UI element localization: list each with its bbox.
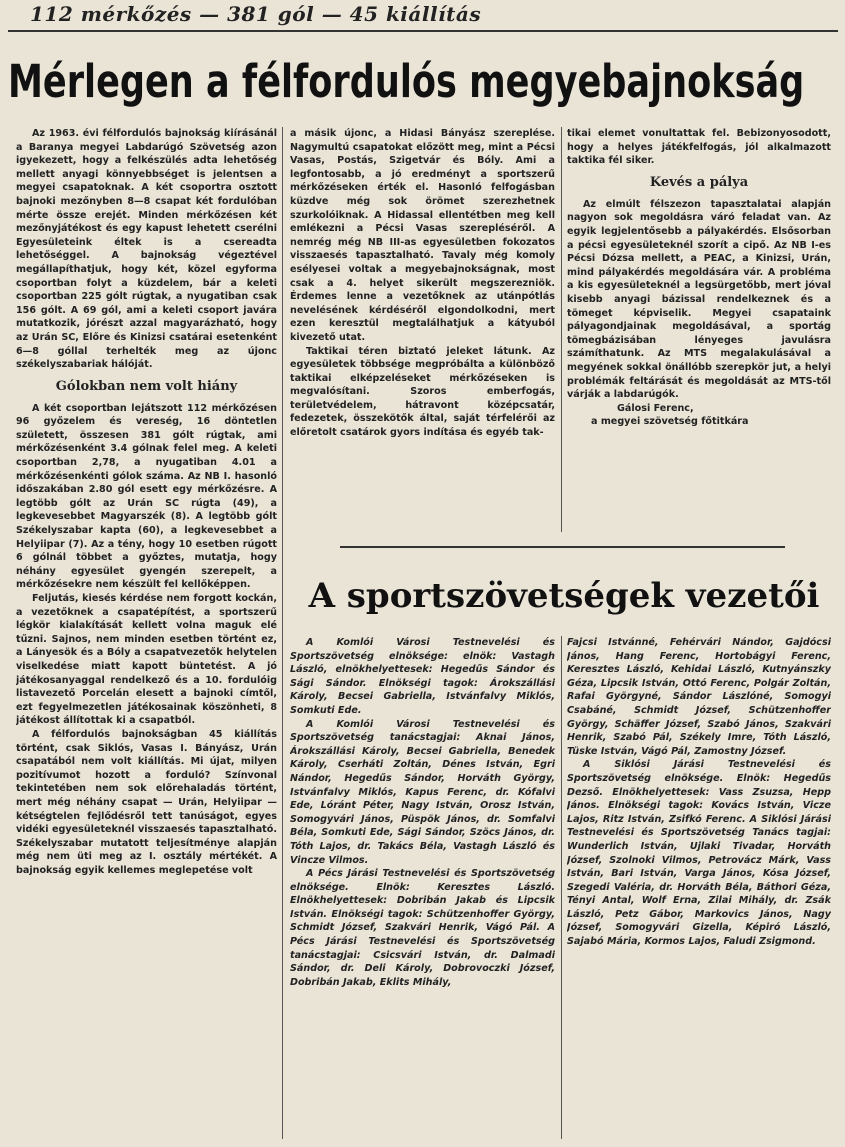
column-1-paragraph: A két csoportban lejátszott 112 mérkőzésen 96 győzelem és vereség, 16 döntetlen született, összesen 381 gólt rúgtak, ami mérkőzésenként 3.4 gólnak felel meg. A keleti csoportban 2,78, a nyugatiban 4.01 a mérkőzésenkénti gólok száma. Az NB I. hasonló időszakában 2.80 gól esett egy mérkőzésre. A legtöbb gólt az Urán SC rúgta (49), a legkevesebbet Magyarszék (8). A legtöbb gólt Székelyszabar kapta (60), a legkevesebbet a Helyiipar (7). Az a tény, hogy 10 esetben rúgott 6 gólnál többet a győztes, mutatja, hogy néhány egyesület gyengén szerepelt, a mérkőzésekre nem készült fel kellőképpen. (16, 402, 277, 591)
column-3-paragraph: tikai elemet vonultattak fel. Bebizonyosodott, hogy a helyes játékfelfogás, jól alkalmazott taktika fél siker. (567, 128, 831, 167)
article-column-3 (567, 127, 831, 532)
kicker-line: 112 mérkőzés — 381 gól — 45 kiállítás (30, 2, 482, 26)
column-divider (282, 127, 283, 1139)
column-4-paragraph: A Komlói Városi Testnevelési és Sportszövetség tanácstagjai: Aknai János, Árokszállási Károly, Becsei Gabriella, Benedek Károly, Cserháti Zoltán, Dénes István, Egri Nándor, Hegedűs Sándor, Horváth György, Istvánfalvy Miklós, Kapus Ferenc, dr. Kófalvi Ede, Lóránt Péter, Nagy István, Orosz István, Somogyvári János, Püspök János, dr. Somfalvi Béla, Somkuti Ede, Sági Sándor, Szöcs János, dr. Tóth Lajos, dr. Takács Béla, Vastagh László és Vincze Vilmos. (290, 718, 555, 866)
section-2-headline: A sportszövetségek vezetői (308, 576, 820, 616)
column-1-paragraph: Feljutás, kiesés kérdése nem forgott kockán, a vezetőknek a csapatépítést, a sportszerű légkör kialakítását kellett volna maguk elé tűzni. Sajnos, nem minden esetben történt ez, a Lányesök és a Bóly a csapatvezetők helytelen viselkedése miatt kapott büntetést. A jó játékosanyaggal rendelkező és a 10. fordulóig listavezető Porcelán elesett a bajnoki címtől, ezt fegyelmezetlen játékosainak köszönheti, 8 játékost állítottak ki a csapatból. (16, 593, 277, 727)
section-rule (340, 546, 785, 548)
column-divider (561, 127, 562, 532)
column-4-paragraph: A Pécs Járási Testnevelési és Sportszövetség elnöksége. Elnök: Keresztes László. Elnökhelyettesek: Dobribán Jakab és Lipcsik István. Elnökségi tagok: Schützenhoffer György, Schmidt József, Szakvári Henrik, Vágó Pál. A Pécs Járási Testnevelési és Sportszövetség tanácstagjai: Csicsvári István, dr. Dalmadi Sándor, dr. Deli Károly, Dobrovoczki József, Dobribán Jakab, Eklits Mihály, (290, 868, 555, 988)
main-headline: Mérlegen a félfordulós megyebajnokság (8, 55, 805, 108)
column-1-paragraph: A félfordulós bajnokságban 45 kiállítás történt, csak Siklós, Vasas I. Bányász, Urán csapatából nem volt kiállítás. Mi újat, milyen pozitívumot hozott a forduló? Színvonal tekintetében nem sok előrehaladás történt, mert még néhány csapat — Urán, Helyiipar — kétségtelen fejlődésről tett tanúságot, egyes vidéki egyesületeknél visszaesés tapasztalható. Székelyszabar mutatott teljesítménye alapján még nem üti meg az I. osztály mértékét. A bajnokság egyik kellemes meglepetése volt (16, 728, 277, 876)
column-5-paragraph: A Siklósi Járási Testnevelési és Sportszövetség elnöksége. Elnök: Hegedűs Dezső. Elnökhelyettesek: Vass Zsuzsa, Hepp János. Elnökségi tagok: Kovács István, Vicze Lajos, Ritz István, Zsifkó Ferenc. A Siklósi Járási Testnevelési és Sportszövetség Tanács tagjai: Wunderlich István, Ujlaki Tivadar, Horváth József, Szolnoki Vilmos, Petrovácz Márk, Vass István, Bari István, Varga János, Kósa József, Szegedi Valéria, dr. Horváth Béla, Báthori Géza, Tényi Antal, Wolf Erna, Zilai Mihály, dr. Zsák László, Petz Gábor, Markovics János, Nagy József, Somogyvári Gizella, Képiró László, Sajabó Mária, Kormos Lajos, Faludi Zsigmond. (567, 759, 831, 948)
column-5-paragraph: Fajcsi Istvánné, Fehérvári Nándor, Gajdócsi János, Hang Ferenc, Hortobágyi Ferenc, Keresztes László, Kehidai László, Kutnyánszky Géza, Lipcsik István, Ottó Ferenc, Polgár Zoltán, Rafai Györgyné, Sándor Lászlóné, Somogyi Csabáné, Schmidt József, Schützenhoffer György, Schäffer József, Szabó János, Szakvári Henrik, Szabó Pál, Székely Imre, Tóth László, Tüske István, Vágó Pál, Zamostny József. (567, 637, 831, 757)
column-divider (561, 636, 562, 1139)
column-3-paragraph: Az elmúlt félszezon tapasztalatai alapján nagyon sok megoldásra váró feladat van. Az egyik legjelentősebb a pályakérdés. Elsősorban a pécsi egyesületeknél szorít a cipő. Az NB I-es Pécsi Dózsa mellett, a PEAC, a Kinizsi, Urán, mind pályakérdés megoldására vár. A probléma a kis egyesületeknél a legsürgetőbb, mert jóval kisebb anyagi bázissal rendelkeznek és a tömeget képviselik. Megyei csapataink pályagondjainak megoldásával, a sportág tömegbázisában lényeges javulásra számíthatunk. Az MTS megalakulásával a megyének sokkal önállóbb szerepkör jut, a helyi problémák feltárását és megoldását az MTS-től várják a labdarúgók. (567, 198, 831, 401)
subheading-goals: Gólokban nem volt hiány (55, 378, 238, 394)
signature-name: Gálosi Ferenc, (617, 402, 694, 414)
subheading-pitch: Kevés a pálya (649, 174, 749, 190)
column-4-paragraph: A Komlói Városi Testnevelési és Sportszövetség elnöksége: elnök: Vastagh László, elnökhelyettesek: Hegedűs Sándor és Sági Sándor. Elnökségi tagok: Árokszállási Károly, Becsei Gabriella, Istvánfalvy Miklós, Somkuti Ede. (290, 637, 555, 716)
column-2-paragraph: Taktikai téren biztató jeleket látunk. Az egyesületek többsége megpróbálta a különböző taktikai elképzeléseket mérkőzéseken is megvalósítani. Szoros emberfogás, területvédelem, hátravont középcsatár, fedezetek, összekötők által, saját térfelérői az előretolt csatárok gyors indítása és egyéb tak- (290, 345, 555, 439)
column-2-paragraph: a másik újonc, a Hidasi Bányász szereplése. Nagymultú csapatokat előzött meg, mint a Pécsi Vasas, Postás, Szigetvár és Bóly. Ami a legfontosabb, a jó eredményt a sportszerű mérkőzéseken érték el. Hasonló felfogásban küzdve még sok örömet szerezhetnek szurkolóiknak. A Hidassal ellentétben meg kell emlékezni a Pécsi Vasas szerepléséről. A nemrég még NB III-as egyesületben fokozatos visszaesés tapasztalható. Tavaly még komoly esélyesei voltak a megyebajnokságnak, most csak a 4. helyet sikerült megszerezniök. Érdemes lenne a vezetőknek az utánpótlás nevelésének kérdéséről elgondolkodni, mert ezen keresztül megtalálhatjuk a kátyuból kivezető utat. (290, 128, 555, 343)
article-column-5 (567, 636, 831, 1139)
article-column-4 (290, 636, 555, 1139)
article-column-2 (290, 127, 555, 532)
top-rule (8, 30, 838, 32)
column-1-paragraph: Az 1963. évi félfordulós bajnokság kiírásánál a Baranya megyei Labdarúgó Szövetség azon igyekezett, hogy a felkészülés adta lehetőség mellett anyagi könnyebbséget is jelentsen a megyei csapatoknak. A két csoportra osztott bajnoki mezőnyben 8—8 csapat két fordulóban mérte össze erejét. Minden mérkőzésen két mezőnyjátékost és egy kapust lehetett cserélni Egyesületeink éltek is a csereadta lehetőséggel. A bajnokság végeztével megállapíthatjuk, hogy két, közel egyforma csoportban folyt a küzdelem, bár a keleti csoportban 225 gólt rúgtak, a nyugatiban csak 156 gólt. A 69 gól, ami a keleti csoport javára mutatkozik, jórészt azzal magyarázható, hogy az Urán SC, Előre és Kinizsi csatárai esetenként 6—8 góllal terhelték meg az újonc székelyszabariak hálóját. (16, 128, 277, 371)
signature-title: a megyei szövetség főtitkára (591, 416, 749, 428)
article-column-1 (16, 127, 277, 1139)
